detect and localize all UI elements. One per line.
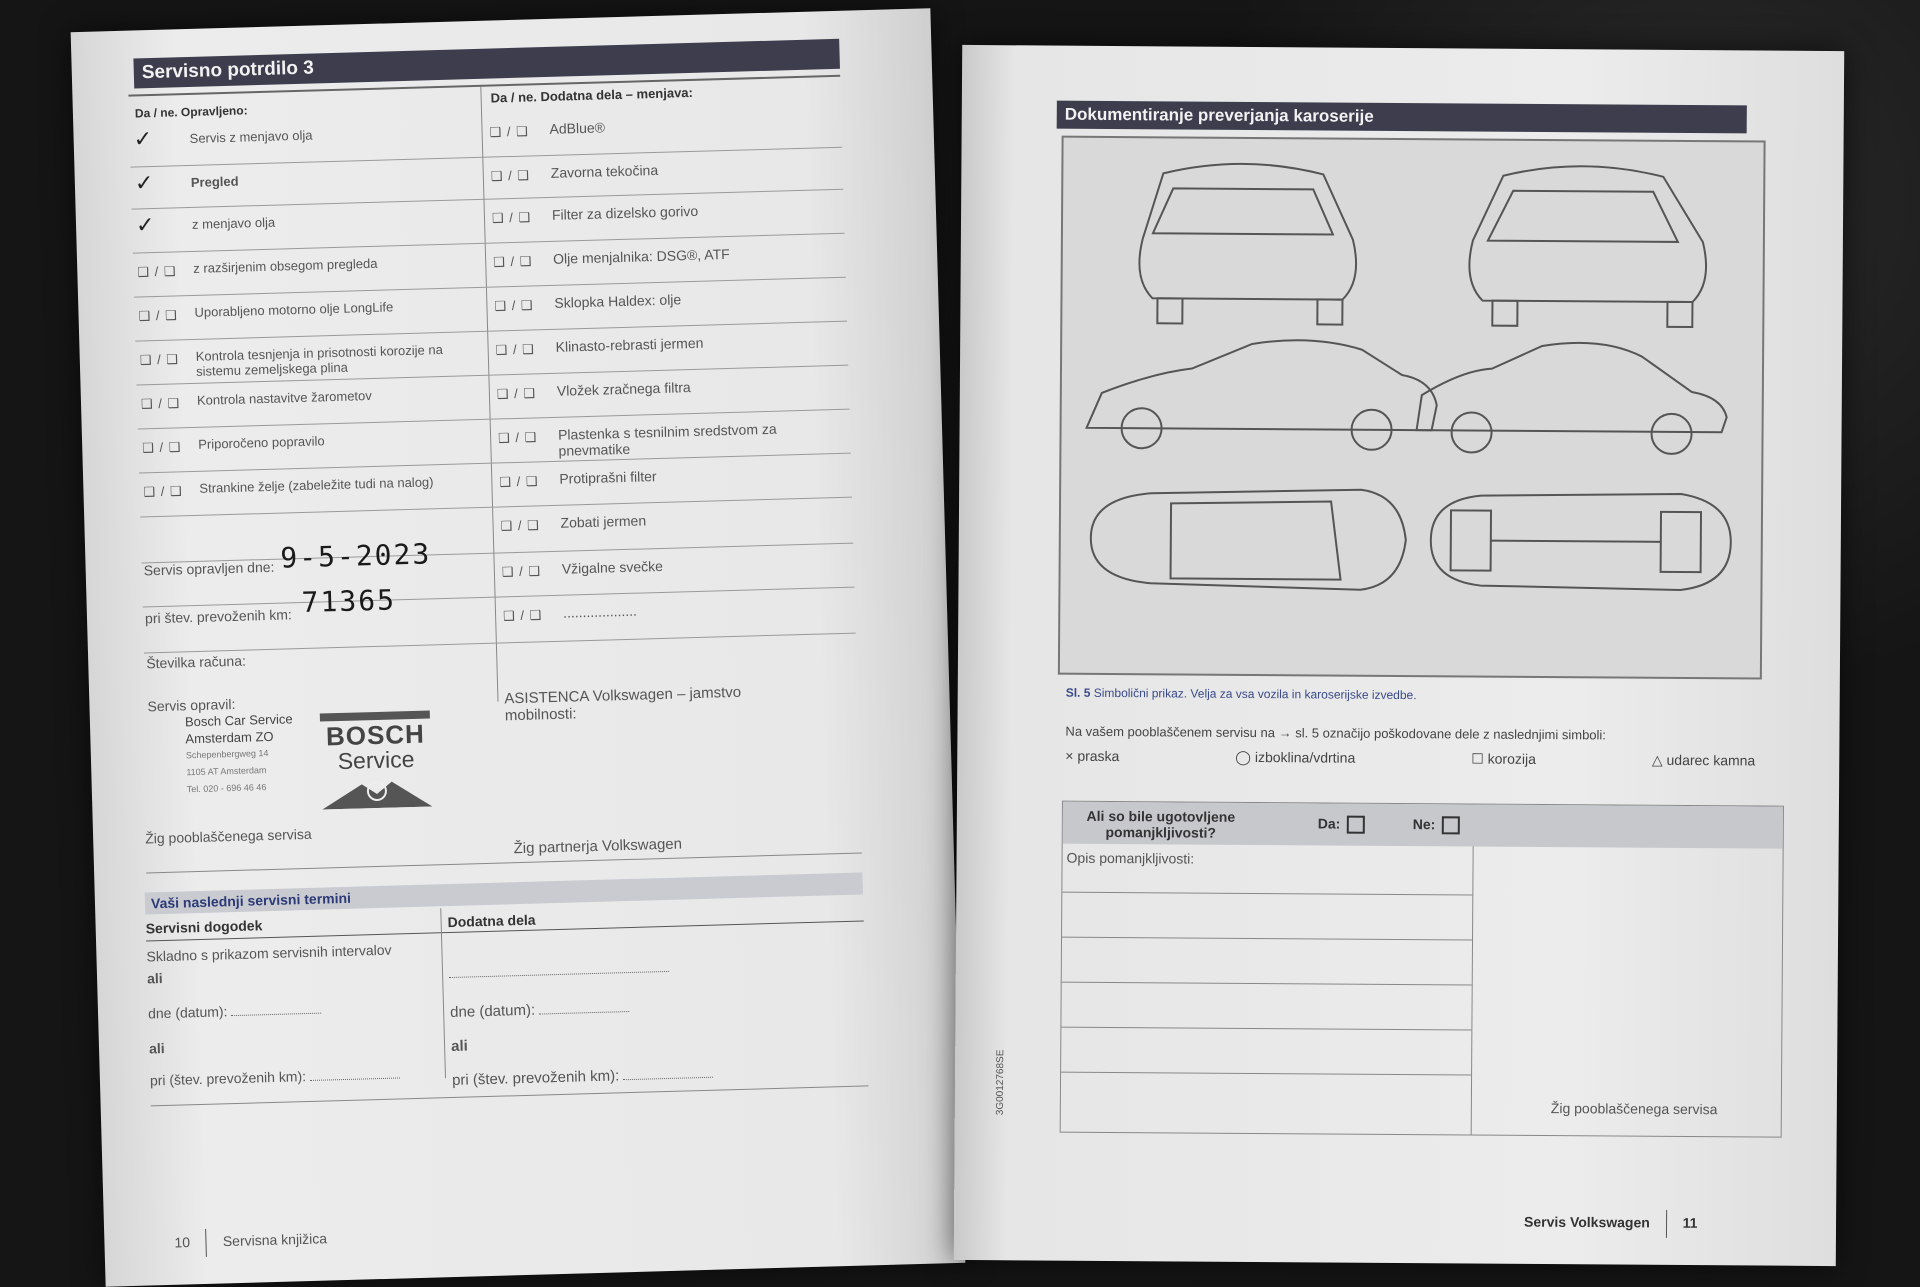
no-checkbox[interactable] xyxy=(1441,817,1459,835)
right-checkbox[interactable]: ❑ / ❑ xyxy=(490,167,531,184)
service-date-label: Servis opravljen dne: xyxy=(143,558,275,579)
right-item-label: AdBlue® xyxy=(549,119,606,137)
km-line xyxy=(623,1067,713,1081)
left-item-label: z menjavo olja xyxy=(191,214,276,232)
right-checkbox[interactable]: ❑ / ❑ xyxy=(501,563,542,580)
right-checkbox[interactable]: ❑ / ❑ xyxy=(494,297,534,314)
stamp-line: Bosch Car Service xyxy=(184,711,293,730)
km-label: pri štev. prevoženih km: xyxy=(144,606,293,627)
right-checkbox[interactable]: ❑ / ❑ xyxy=(496,385,537,402)
or-label: ali xyxy=(450,1037,469,1056)
left-item-label: Servis z menjavo olja xyxy=(189,127,313,146)
document-code: 3G0012768SE xyxy=(994,1049,1007,1116)
next-km-line xyxy=(150,1065,400,1088)
yes-option[interactable] xyxy=(1318,815,1365,834)
symbol-scratch: × praska xyxy=(1065,747,1120,765)
right-checkbox[interactable]: ❑ / ❑ xyxy=(499,473,539,490)
table-bottom xyxy=(146,852,862,873)
partner-stamp-caption: Žig partnerja Volkswagen xyxy=(513,835,683,858)
left-checkbox[interactable]: ❑ / ❑ xyxy=(137,263,177,280)
stamp-line: Schepenbergweg 14 xyxy=(185,748,269,761)
col-right-header: Da / ne. Dodatna dela – menjava: xyxy=(490,84,694,106)
right-item-label: Olje menjalnika: DSG®, ATF xyxy=(552,245,730,267)
desc-line xyxy=(1061,1072,1471,1076)
right-item-label: Vžigalne svečke xyxy=(561,557,664,577)
date-line xyxy=(539,1001,629,1015)
no-option[interactable] xyxy=(1413,816,1460,835)
left-checkbox[interactable]: ✓ xyxy=(135,211,156,238)
left-item-label: Kontrola tesnjenja in prisotnosti korozije na sistemu zemeljskega plina xyxy=(195,341,443,379)
left-checkbox[interactable]: ❑ / ❑ xyxy=(139,351,180,368)
left-page xyxy=(71,8,966,1287)
left-checkbox[interactable]: ❑ / ❑ xyxy=(142,439,182,456)
service-date-value: 9-5-2023 xyxy=(279,537,432,575)
extra-date xyxy=(450,999,630,1021)
performed-by-label: Servis opravil: xyxy=(147,695,236,715)
caption-number: Sl. 5 xyxy=(1065,685,1091,700)
body-check-figure xyxy=(1058,136,1766,680)
desc-line xyxy=(1062,892,1472,896)
stamp-line: 1105 AT Amsterdam xyxy=(186,765,267,778)
km-label-2: pri (štev. prevoženih km): xyxy=(451,1067,620,1090)
symbol-legend xyxy=(1065,748,1755,770)
section-title: Dokumentiranje preverjanja karoserije xyxy=(1057,101,1747,134)
next-interval-line: Skladno s prikazom servisnih intervalov xyxy=(146,941,392,965)
footer-title: Servis Volkswagen xyxy=(1523,1213,1650,1231)
stamp-line: Tel. 020 - 696 46 46 xyxy=(186,782,267,795)
footer-right xyxy=(1524,1209,1698,1238)
footer-divider xyxy=(1666,1210,1667,1238)
or-label: ali xyxy=(146,970,163,987)
left-item-label: Kontrola nastavitve žarometov xyxy=(196,387,372,408)
footer-left xyxy=(174,1226,327,1258)
km-value: 71365 xyxy=(301,583,397,620)
instruction-text: Na vašem pooblaščenem servisu na → sl. 5 označijo poškodovane dele z naslednjimi simboli: xyxy=(1065,723,1607,743)
assistance-label: ASISTENCA Volkswagen – jamstvo mobilnosti: xyxy=(504,683,742,725)
right-item-label: Plastenka s tesnilnim sredstvom za pnevmatike xyxy=(557,420,777,459)
symbol-corrosion: ☐ korozija xyxy=(1471,750,1536,767)
next-col1-header: Servisni dogodek xyxy=(145,917,263,937)
left-checkbox[interactable]: ❑ / ❑ xyxy=(140,395,181,412)
yes-label: Da: xyxy=(1317,815,1341,832)
bosch-brand: BOSCH xyxy=(325,718,426,752)
next-divider xyxy=(440,908,446,1078)
left-item-label: Strankine želje (zabeležite tudi na nalog) xyxy=(199,474,434,496)
right-checkbox[interactable]: ❑ / ❑ xyxy=(497,429,538,446)
section-title: Servisno potrdilo 3 xyxy=(133,39,840,89)
extra-work-line xyxy=(449,971,669,978)
no-label: Ne: xyxy=(1412,816,1436,833)
figure-caption xyxy=(1066,686,1417,702)
stamp-line: Amsterdam ZO xyxy=(185,728,274,747)
km-label-2: pri (štev. prevoženih km): xyxy=(149,1068,307,1089)
right-item-label: Filter za dizelsko gorivo xyxy=(551,202,699,223)
or-label: ali xyxy=(148,1040,165,1057)
right-item-label: Klinasto-rebrasti jermen xyxy=(555,334,704,355)
page-number: 10 xyxy=(174,1234,191,1251)
invoice-label: Številka računa: xyxy=(146,652,247,672)
desc-line xyxy=(1062,937,1472,941)
right-item-label: Zavorna tekočina xyxy=(550,161,659,181)
symbol-dent: ◯ izboklina/vdrtina xyxy=(1235,748,1356,766)
right-checkbox[interactable]: ❑ / ❑ xyxy=(493,253,533,270)
right-item-label: Vložek zračnega filtra xyxy=(556,379,691,399)
right-checkbox[interactable]: ❑ / ❑ xyxy=(489,123,529,140)
left-checkbox[interactable]: ✓ xyxy=(133,125,154,152)
right-checkbox[interactable]: ❑ / ❑ xyxy=(500,517,540,534)
defects-divider xyxy=(1471,847,1474,1135)
km-line xyxy=(310,1067,400,1081)
col-left-header: Da / ne. Opravljeno: xyxy=(134,103,248,121)
right-checkbox[interactable]: ❑ / ❑ xyxy=(491,209,532,226)
desc-line xyxy=(1061,1027,1471,1031)
date-line xyxy=(231,1003,321,1017)
right-item-label: Protiprašni filter xyxy=(559,468,657,487)
left-checkbox[interactable]: ❑ / ❑ xyxy=(143,483,183,500)
next-service-title: Vaši naslednji servisni termini xyxy=(145,872,863,914)
extra-km xyxy=(452,1065,714,1089)
left-item-label: Priporočeno popravilo xyxy=(197,433,325,452)
caption-text: Simbolični prikaz. Velja za vsa vozila in karoserijske izvedbe. xyxy=(1093,685,1417,703)
bosch-logo xyxy=(320,710,433,825)
right-checkbox[interactable]: ❑ / ❑ xyxy=(495,341,536,358)
right-item-label: Sklopka Haldex: olje xyxy=(554,291,682,311)
footer-divider xyxy=(206,1229,208,1257)
date-label: dne (datum): xyxy=(449,1001,536,1022)
defects-table xyxy=(1060,801,1784,1138)
right-page xyxy=(954,45,1844,1266)
right-checkbox[interactable]: ❑ / ❑ xyxy=(502,607,543,624)
bosch-service: Service xyxy=(337,745,415,775)
date-label: dne (datum): xyxy=(147,1003,228,1022)
next-date-label xyxy=(148,1001,322,1022)
next-bottom-rule xyxy=(151,1085,869,1106)
left-checkbox[interactable]: ❑ / ❑ xyxy=(138,307,178,324)
bosch-emblem-icon xyxy=(321,772,432,809)
left-item-label: z razširjenim obsegom pregleda xyxy=(193,255,378,276)
defects-desc-label: Opis pomanjkljivosti: xyxy=(1066,849,1195,867)
left-checkbox[interactable]: ✓ xyxy=(134,169,155,196)
service-stamp-caption: Žig pooblaščenega servisa xyxy=(144,825,312,847)
desc-line xyxy=(1062,982,1472,986)
footer-title: Servisna knjižica xyxy=(222,1230,328,1250)
next-col2-header: Dodatna dela xyxy=(447,911,536,931)
defects-question: Ali so bile ugotovljene pomanjkljivosti? xyxy=(1086,807,1236,841)
car-diagram-icon xyxy=(1060,138,1764,678)
symbol-stone-chip: △ udarec kamna xyxy=(1651,751,1756,769)
defects-stamp-caption: Žig pooblaščenega servisa xyxy=(1550,1100,1718,1118)
service-stamp xyxy=(185,710,317,799)
left-item-label: Pregled xyxy=(190,173,239,190)
right-item-label: ................... xyxy=(562,602,638,621)
yes-checkbox[interactable] xyxy=(1346,816,1364,834)
page-number: 11 xyxy=(1682,1214,1698,1231)
right-item-label: Zobati jermen xyxy=(560,512,647,531)
left-item-label: Uporabljeno motorno olje LongLife xyxy=(194,299,394,320)
